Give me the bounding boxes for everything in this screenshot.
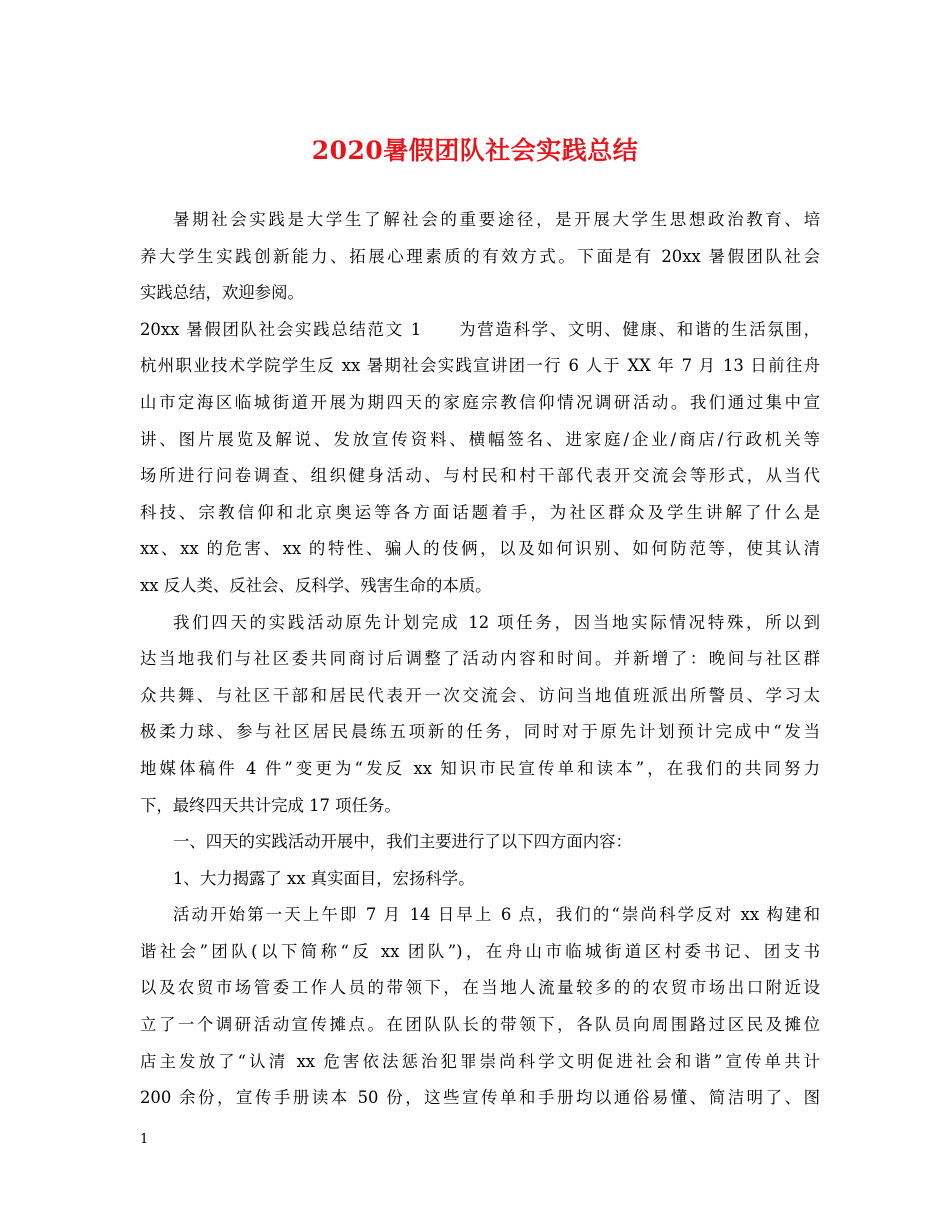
text-line: 杭州职业技术学院学生反 xx 暑期社会实践宣讲团一行 6 人于 XX 年 7 月 13 日前往舟 — [140, 356, 820, 376]
text-line: 一、四天的实践活动开展中，我们主要进行了以下四方面内容： — [173, 832, 632, 852]
text-line: 众共舞、与社区干部和居民代表开一次交流会、访问当地值班派出所警员、学习太 — [140, 685, 820, 705]
text-line: xx、xx 的危害、xx 的特性、骗人的伎俩，以及如何识别、如何防范等，使其认清 — [140, 539, 820, 559]
text-line: 谐社会”团队(以下简称“反 xx 团队”)，在舟山市临城街道区村委书记、团支书 — [140, 941, 820, 961]
text-line: 店主发放了“认清 xx 危害依法惩治犯罪崇尚科学文明促进社会和谐”宣传单共计 — [140, 1051, 820, 1071]
text-line: 地媒体稿件 4 件”变更为“发反 xx 知识市民宣传单和读本”，在我们的共同努力 — [140, 758, 820, 778]
document-title: 2020暑假团队社会实践总结 — [311, 136, 639, 165]
text-line: 实践总结，欢迎参阅。 — [140, 283, 304, 303]
text-line: 讲、图片展览及解说、发放宣传资料、横幅签名、进家庭/企业/商店/行政机关等 — [140, 429, 820, 449]
text-line: xx 反人类、反社会、反科学、残害生命的本质。 — [140, 575, 492, 595]
text-line: 我们四天的实践活动原先计划完成 12 项任务，因当地实际情况特殊，所以到 — [173, 612, 820, 632]
text-line: 立了一个调研活动宣传摊点。在团队队长的带领下，各队员向周围路过区民及摊位 — [140, 1015, 820, 1035]
text-line: 暑期社会实践是大学生了解社会的重要途径，是开展大学生思想政治教育、培 — [173, 210, 820, 229]
text-line: 1、大力揭露了 xx 真实面目，宏扬科学。 — [173, 868, 475, 888]
document-body — [140, 202, 820, 1117]
text-line: 200 余份，宣传手册读本 50 份，这些宣传单和手册均以通俗易懂、简洁明了、图 — [140, 1088, 820, 1108]
text-line: 山市定海区临城街道开展为期四天的家庭宗教信仰情况调研活动。我们通过集中宣 — [140, 392, 820, 412]
text-line: 场所进行问卷调查、组织健身活动、与村民和村干部代表开交流会等形式，从当代 — [140, 466, 820, 486]
text-line: 科技、宗教信仰和北京奥运等各方面话题着手，为社区群众及学生讲解了什么是 — [140, 502, 820, 522]
text-line: 极柔力球、参与社区居民晨练五项新的任务，同时对于原先计划预计完成中“发当 — [140, 722, 820, 742]
text-line: 以及农贸市场管委工作人员的带领下，在当地人流量较多的的农贸市场出口附近设 — [140, 978, 820, 998]
text-line: 养大学生实践创新能力、拓展心理素质的有效方式。下面是有 20xx 暑假团队社会 — [140, 246, 820, 266]
page-number: 1 — [140, 1132, 149, 1147]
text-line: 活动开始第一天上午即 7 月 14 日早上 6 点，我们的“崇尚科学反对 xx 构建和 — [173, 905, 820, 925]
text-line: 20xx 暑假团队社会实践总结范文 1 为营造科学、文明、健康、和谐的生活氛围， — [140, 319, 820, 339]
text-line: 下，最终四天共计完成 17 项任务。 — [140, 795, 401, 815]
text-line: 达当地我们与社区委共同商讨后调整了活动内容和时间。并新增了：晚间与社区群 — [140, 649, 820, 669]
